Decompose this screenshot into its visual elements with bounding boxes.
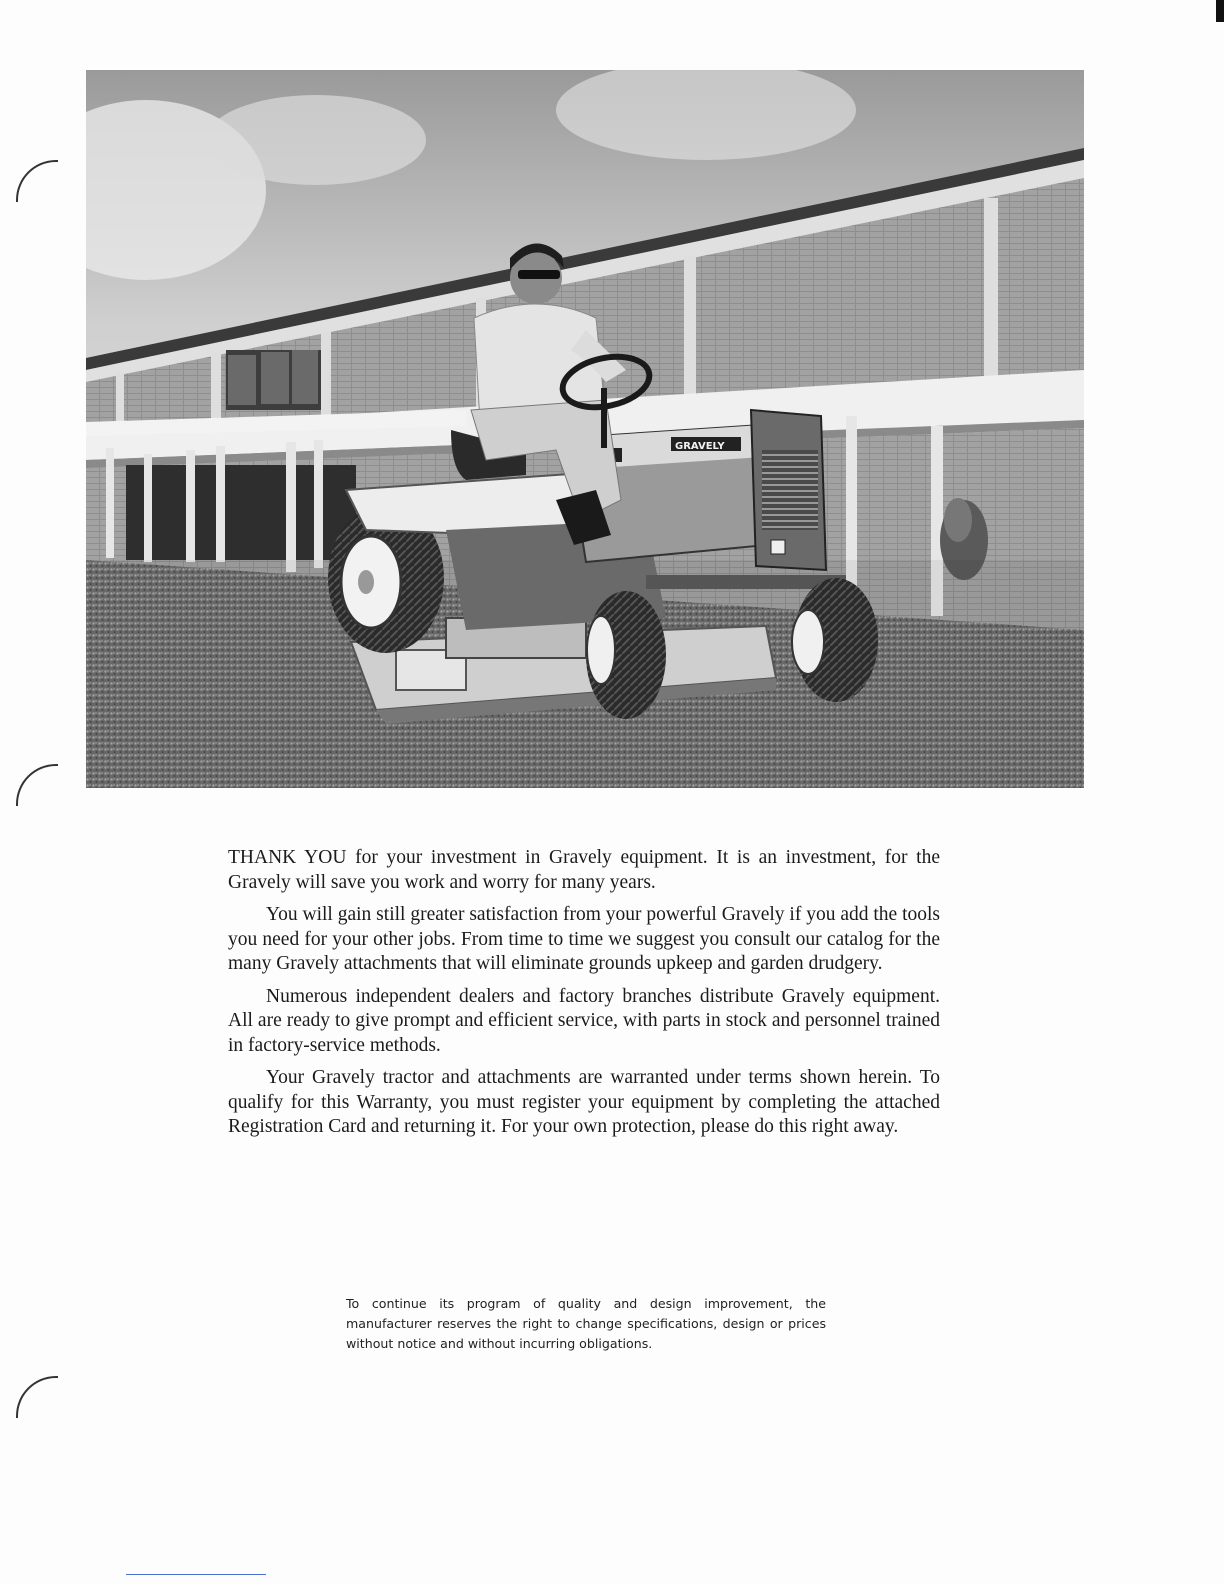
tractor-photo-illustration <box>86 70 1084 788</box>
hood-brand-label: GRAVELY <box>675 441 725 452</box>
tractor-photo <box>86 70 1084 788</box>
intro-text <box>228 846 940 1148</box>
paragraph-dealers: Numerous independent dealers and factory branches distribute Gravely equipment. All are ready to give prompt and efficient service, with parts in stock and personnel trained in factory-service methods. <box>228 985 940 1056</box>
paragraph-attachments: You will gain still greater satisfaction from your powerful Gravely if you add the tools you need for your other jobs. From time to time we suggest you consult our catalog for the many Gravely attachments that will eliminate grounds upkeep and garden drudgery. <box>228 904 940 974</box>
binder-hole <box>16 1376 58 1418</box>
binder-hole <box>16 160 58 202</box>
paragraph-thank-you: THANK YOU for your investment in Gravely equipment. It is an investment, for the Gravely will save you work and worry for many years. <box>228 847 940 893</box>
specification-disclaimer: To continue its program of quality and design improvement, the manufacturer reserves the right to change specifications, design or prices without notice and without incurring obligations. <box>346 1296 826 1351</box>
scan-edge-mark <box>1216 0 1224 22</box>
binder-hole <box>16 764 58 806</box>
paragraph-warranty: Your Gravely tractor and attachments are warranted under terms shown herein. To qualify for this Warranty, you must register your equipment by completing the attached Registration Card and returning it. For your own protection, please do this right away. <box>228 1067 940 1137</box>
scan-rule <box>126 1574 266 1575</box>
